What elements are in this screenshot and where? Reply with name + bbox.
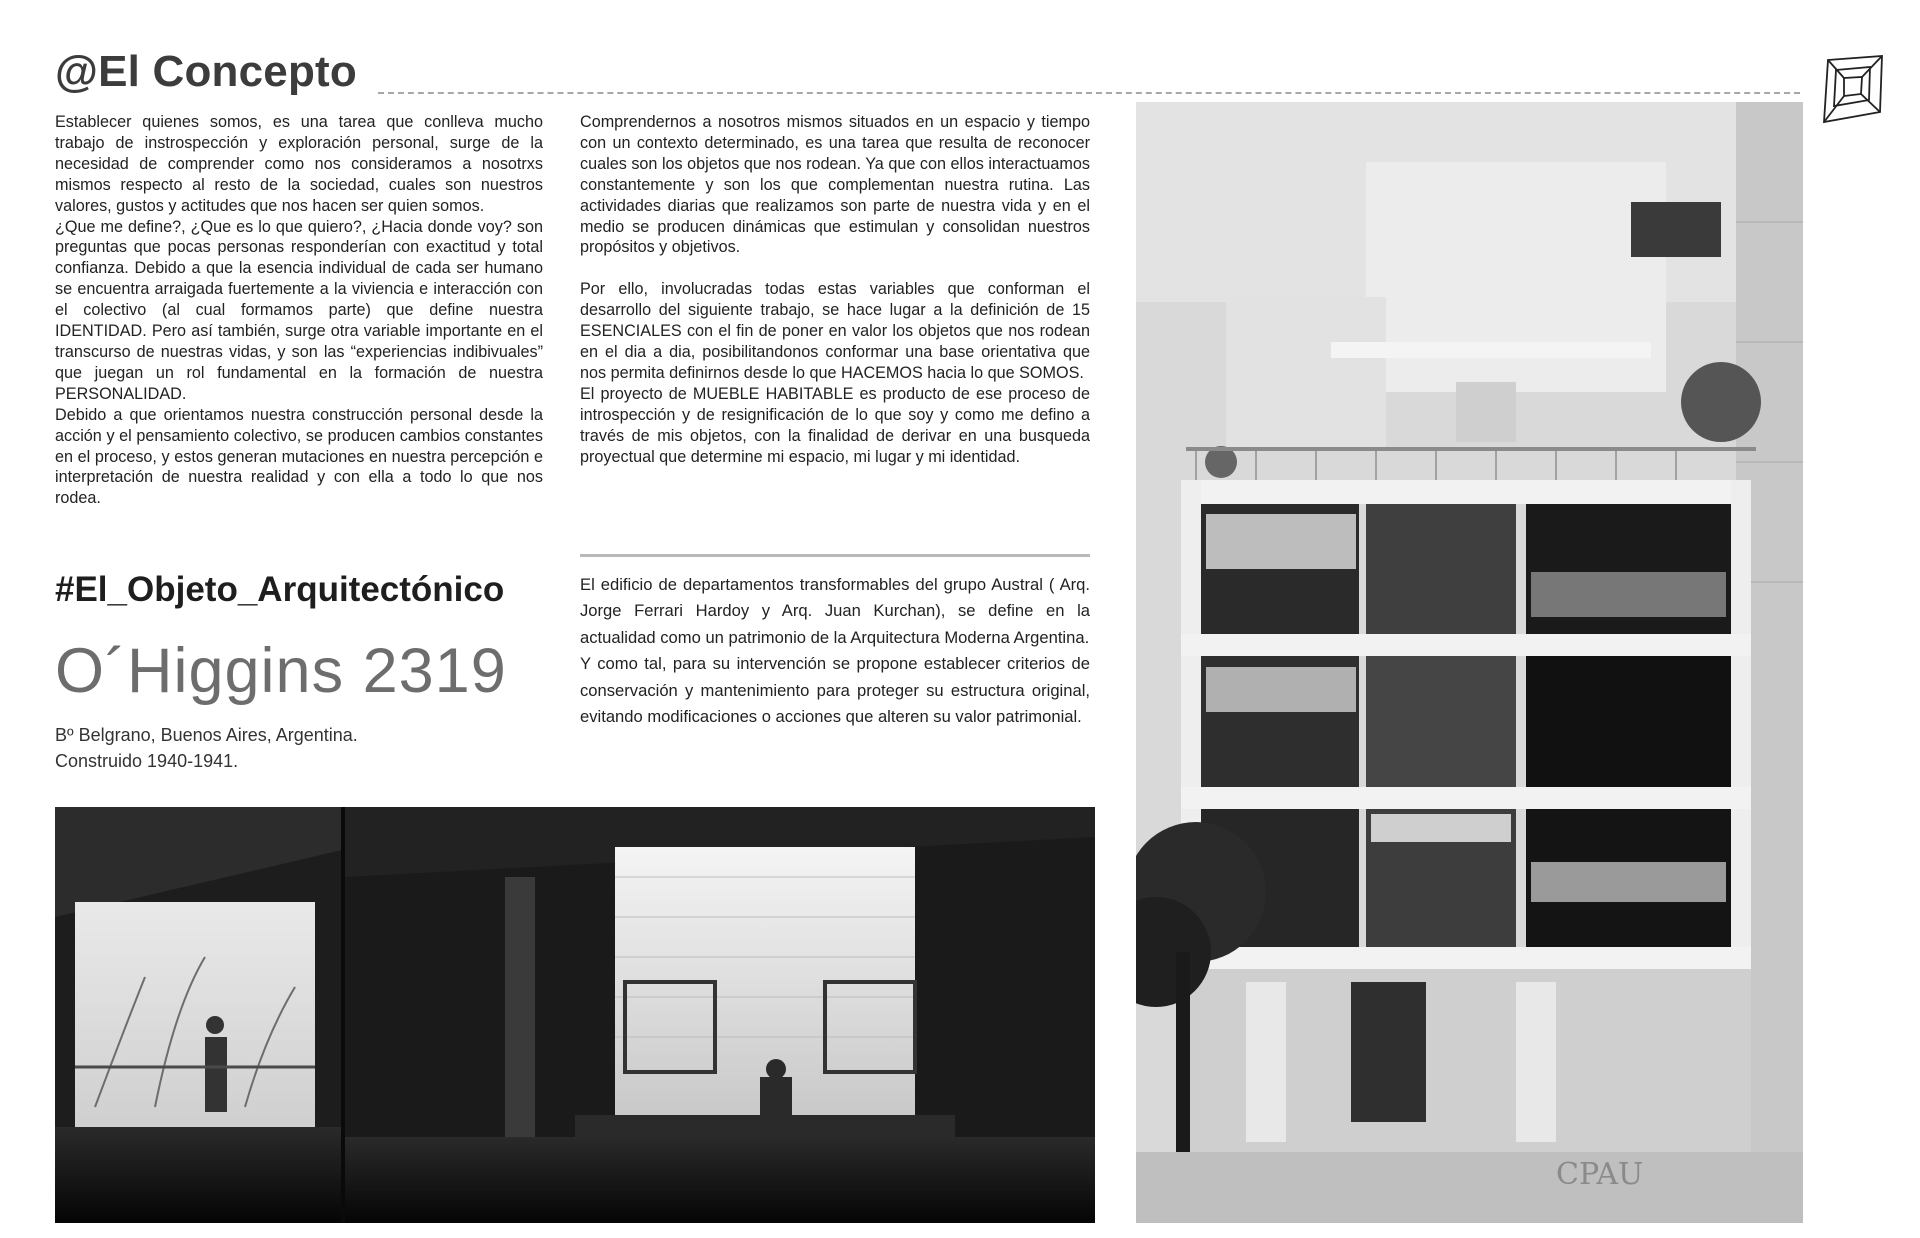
paragraph: Comprendernos a nosotros mismos situados en un espacio y tiempo con un contexto determinado, es una tarea que resulta de reconocer cuales son los objetos que nos rodean. Ya que con ellos interactuamos constantemente y son los que complementan nuestra rutina. Las actividades diarias que realizamos son parte de nuestra vida y en el medio se producen dinámicas que estimulan y consolidan nuestros propósitos y objetivos. — [580, 113, 1090, 257]
concept-text-column-1 — [55, 112, 543, 509]
construction-date: Construido 1940-1941. — [55, 751, 239, 771]
interior-photo — [55, 807, 1095, 1223]
photo-watermark: CPAU — [1556, 1157, 1644, 1192]
location-text: Bº Belgrano, Buenos Aires, Argentina. — [55, 725, 358, 745]
section-divider — [580, 554, 1090, 557]
building-location — [55, 722, 358, 774]
concept-text-column-2 — [580, 112, 1090, 468]
title-dashed-rule — [378, 92, 1800, 94]
building-description — [580, 572, 1090, 730]
paragraph: Establecer quienes somos, es una tarea que conlleva mucho trabajo de instrospección y exploración personal, surge de la necesidad de comprender como nos consideramos a nosotrxs mismos respecto al resto de la sociedad, cuales son nuestros valores, gustos y actitudes que nos hacen ser quien somos. — [55, 113, 543, 215]
page-title: @El Concepto — [55, 47, 357, 96]
building-name: O´Higgins 2319 — [55, 636, 507, 706]
paragraph: El proyecto de MUEBLE HABITABLE es producto de ese proceso de introspección y de resignificación de lo que soy y como me defino a través de mis objetos, con la finalidad de derivar en una busqueda proyectual que determine mi espacio, mi lugar y mi identidad. — [580, 384, 1090, 466]
paragraph: Y como tal, para su intervención se propone establecer criterios de conservación y mantenimiento para proteger su estructura original, evitando modificaciones o acciones que alteren su valor patrimonial. — [580, 654, 1090, 727]
paragraph: El edificio de departamentos transformables del grupo Austral ( Arq. Jorge Ferrari Hardoy y Arq. Juan Kurchan), se define en la actualidad como un patrimonio de la Arquitectura Moderna Argentina. — [580, 575, 1090, 647]
paragraph: Debido a que orientamos nuestra construcción personal desde la acción y el pensamiento colectivo, se producen cambios constantes en el proceso, y estos generan mutaciones en nuestra percepción e interpretación de nuestra realidad y con ella a todo lo que nos rodea. — [55, 405, 543, 508]
paragraph: Por ello, involucradas todas estas variables que conforman el desarrollo del siguiente trabajo, se hace lugar a la definición de 15 ESENCIALES con el fin de poner en valor los objetos que nos rodean en el dia a dia, posibilitandonos conformar una base orientativa que nos permita definirnos desde lo que HACEMOS hacia lo que SOMOS. — [580, 280, 1090, 382]
paragraph: ¿Que me define?, ¿Que es lo que quiero?, ¿Hacia donde voy? son preguntas que pocas personas responderían con exactitud y total confianza. Debido a que la esencia individual de cada ser humano se encuentra arraigada fuertemente a la viviencia e interacción con el colectivo (al cual formamos parte) que define nuestra IDENTIDAD. Pero así también, surge otra variable importante en el transcurso de nuestras vidas, y son las “experiencias indibivuales” que juegan un rol fundamental en la formación de nuestra PERSONALIDAD. — [55, 217, 543, 403]
building-facade-photo — [1136, 102, 1803, 1223]
section-subtitle: #El_Objeto_Arquitectónico — [55, 570, 505, 609]
tesseract-cube-icon — [1814, 54, 1886, 126]
